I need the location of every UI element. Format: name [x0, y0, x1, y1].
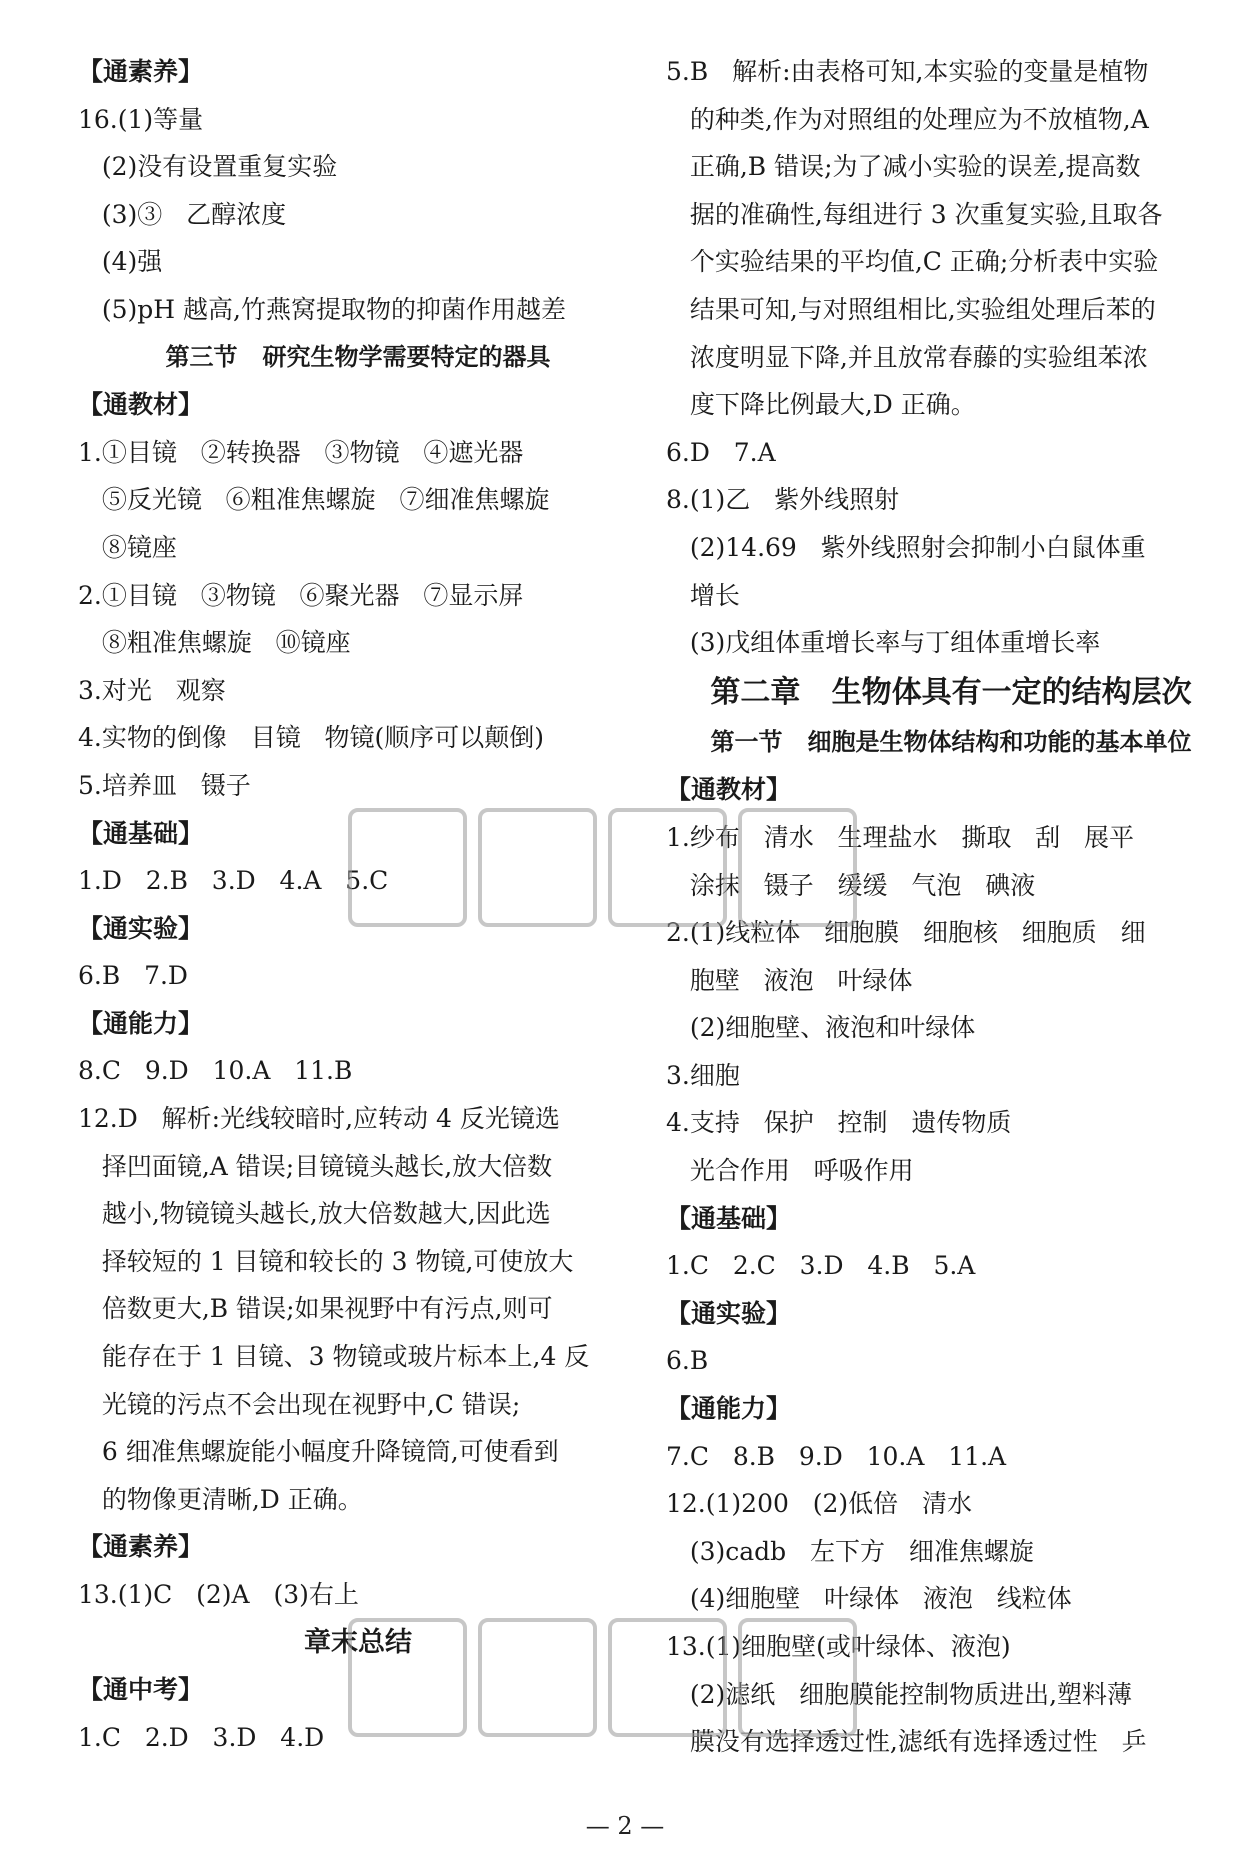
watermark-logo: [340, 790, 860, 940]
answer-line: 度下降比例最大,D 正确。: [666, 390, 976, 420]
answer-line: 1.C 2.D 3.D 4.D: [78, 1722, 325, 1752]
answer-line: 3.对光 观察: [78, 675, 226, 705]
answer-line: (5)pH 越高,竹燕窝提取物的抑菌作用越差: [78, 294, 566, 324]
answer-line: 能存在于 1 目镜、3 物镜或玻片标本上,4 反: [78, 1342, 590, 1372]
answer-line: 2.(1)线粒体 细胞膜 细胞核 细胞质 细: [666, 918, 1146, 948]
answer-line: 6.B: [666, 1346, 709, 1376]
section-title: 第三节 研究生物学需要特定的器具: [165, 342, 551, 371]
section-heading: 【通中考】: [78, 1675, 204, 1705]
section-heading: 【通素养】: [78, 57, 204, 86]
answer-line: 2.①目镜 ③物镜 ⑥聚光器 ⑦显示屏: [78, 580, 524, 610]
watermark-logo: [340, 1600, 860, 1750]
answer-line: ⑧镜座: [78, 532, 177, 562]
answer-line: 1.D 2.B 3.D 4.A 5.C: [78, 866, 389, 896]
answer-line: 据的准确性,每组进行 3 次重复实验,且取各: [666, 199, 1163, 229]
answer-line: (2)14.69 紫外线照射会抑制小白鼠体重: [666, 532, 1146, 562]
answer-line: 13.(1)细胞壁(或叶绿体、液泡): [666, 1632, 1011, 1661]
answer-line: (2)滤纸 细胞膜能控制物质进出,塑料薄: [666, 1679, 1133, 1709]
answer-line: 光合作用 呼吸作用: [666, 1156, 914, 1186]
section-title: 第一节 细胞是生物体结构和功能的基本单位: [710, 727, 1192, 756]
section-heading: 【通基础】: [78, 818, 204, 848]
answer-line: (2)没有设置重复实验: [78, 152, 338, 182]
answer-line: 4.支持 保护 控制 遗传物质: [666, 1108, 1012, 1138]
answer-line: 16.(1)等量: [78, 104, 204, 134]
answer-line: 13.(1)C (2)A (3)右上: [78, 1580, 359, 1609]
section-heading: 【通素养】: [78, 1532, 204, 1562]
answer-line: 择凹面镜,A 错误;目镜镜头越长,放大倍数: [78, 1151, 553, 1181]
answer-line: 3.细胞: [666, 1060, 740, 1090]
answer-line: (3)③ 乙醇浓度: [78, 199, 287, 229]
answer-line: (3)cadb 左下方 细准焦螺旋: [666, 1536, 1034, 1566]
answer-line: 光镜的污点不会出现在视野中,C 错误;: [78, 1389, 521, 1419]
answer-line: 8.C 9.D 10.A 11.B: [78, 1056, 353, 1086]
answer-line: 正确,B 错误;为了减小实验的误差,提高数: [666, 152, 1141, 182]
answer-line: 1.C 2.C 3.D 4.B 5.A: [666, 1251, 976, 1281]
chapter-title: 第二章 生物体具有一定的结构层次: [710, 674, 1192, 710]
answer-line: 1.①目镜 ②转换器 ③物镜 ④遮光器: [78, 437, 524, 467]
answer-line: (2)细胞壁、液泡和叶绿体: [666, 1013, 976, 1043]
answer-line: 结果可知,与对照组相比,实验组处理后苯的: [666, 294, 1156, 324]
answer-line: 个实验结果的平均值,C 正确;分析表中实验: [666, 247, 1159, 277]
answer-line: 12.D 解析:光线较暗时,应转动 4 反光镜选: [78, 1104, 560, 1134]
answer-line: 浓度明显下降,并且放常春藤的实验组苯浓: [666, 342, 1148, 372]
section-heading: 【通基础】: [666, 1203, 792, 1233]
section-heading: 【通能力】: [78, 1008, 204, 1038]
answer-line: 择较短的 1 目镜和较长的 3 物镜,可使放大: [78, 1246, 574, 1276]
answer-line: 的种类,作为对照组的处理应为不放植物,A: [666, 104, 1149, 134]
answer-line: 5.培养皿 镊子: [78, 770, 251, 800]
answer-line: 7.C 8.B 9.D 10.A 11.A: [666, 1441, 1007, 1471]
answer-line: 12.(1)200 (2)低倍 清水: [666, 1489, 972, 1519]
answer-line: ⑤反光镜 ⑥粗准焦螺旋 ⑦细准焦螺旋: [78, 485, 550, 515]
answer-line: 6 细准焦螺旋能小幅度升降镜筒,可使看到: [78, 1437, 559, 1467]
answer-line: 8.(1)乙 紫外线照射: [666, 485, 900, 515]
answer-line: 增长: [666, 580, 740, 610]
answer-line: (4)细胞壁 叶绿体 液泡 线粒体: [666, 1584, 1072, 1614]
answer-line: 膜没有选择透过性,滤纸有选择透过性 乒: [666, 1727, 1147, 1757]
answer-line: 越小,物镜镜头越长,放大倍数越大,因此选: [78, 1199, 551, 1229]
answer-line: ⑧粗准焦螺旋 ⑩镜座: [78, 628, 351, 658]
answer-line: 涂抹 镊子 缓缓 气泡 碘液: [666, 870, 1036, 900]
answer-line: 1.纱布 清水 生理盐水 撕取 刮 展平: [666, 822, 1135, 852]
answer-line: 4.实物的倒像 目镜 物镜(顺序可以颠倒): [78, 723, 545, 753]
page-number: — 2 —: [585, 1812, 665, 1840]
answer-line: 5.B 解析:由表格可知,本实验的变量是植物: [666, 57, 1149, 86]
section-heading: 【通教材】: [666, 775, 792, 805]
answer-line: 胞壁 液泡 叶绿体: [666, 965, 913, 995]
answer-line: (3)戊组体重增长率与丁组体重增长率: [666, 628, 1101, 658]
answer-line: (4)强: [78, 247, 163, 277]
section-heading: 【通实验】: [78, 913, 204, 943]
section-heading: 【通能力】: [666, 1394, 792, 1424]
section-heading: 【通实验】: [666, 1298, 792, 1328]
answer-line: 的物像更清晰,D 正确。: [78, 1484, 363, 1514]
answer-line: 倍数更大,B 错误;如果视野中有污点,则可: [78, 1294, 553, 1324]
summary-title: 章末总结: [304, 1626, 412, 1658]
answer-line: 6.B 7.D: [78, 961, 188, 991]
answer-line: 6.D 7.A: [666, 437, 776, 467]
section-heading: 【通教材】: [78, 390, 204, 420]
